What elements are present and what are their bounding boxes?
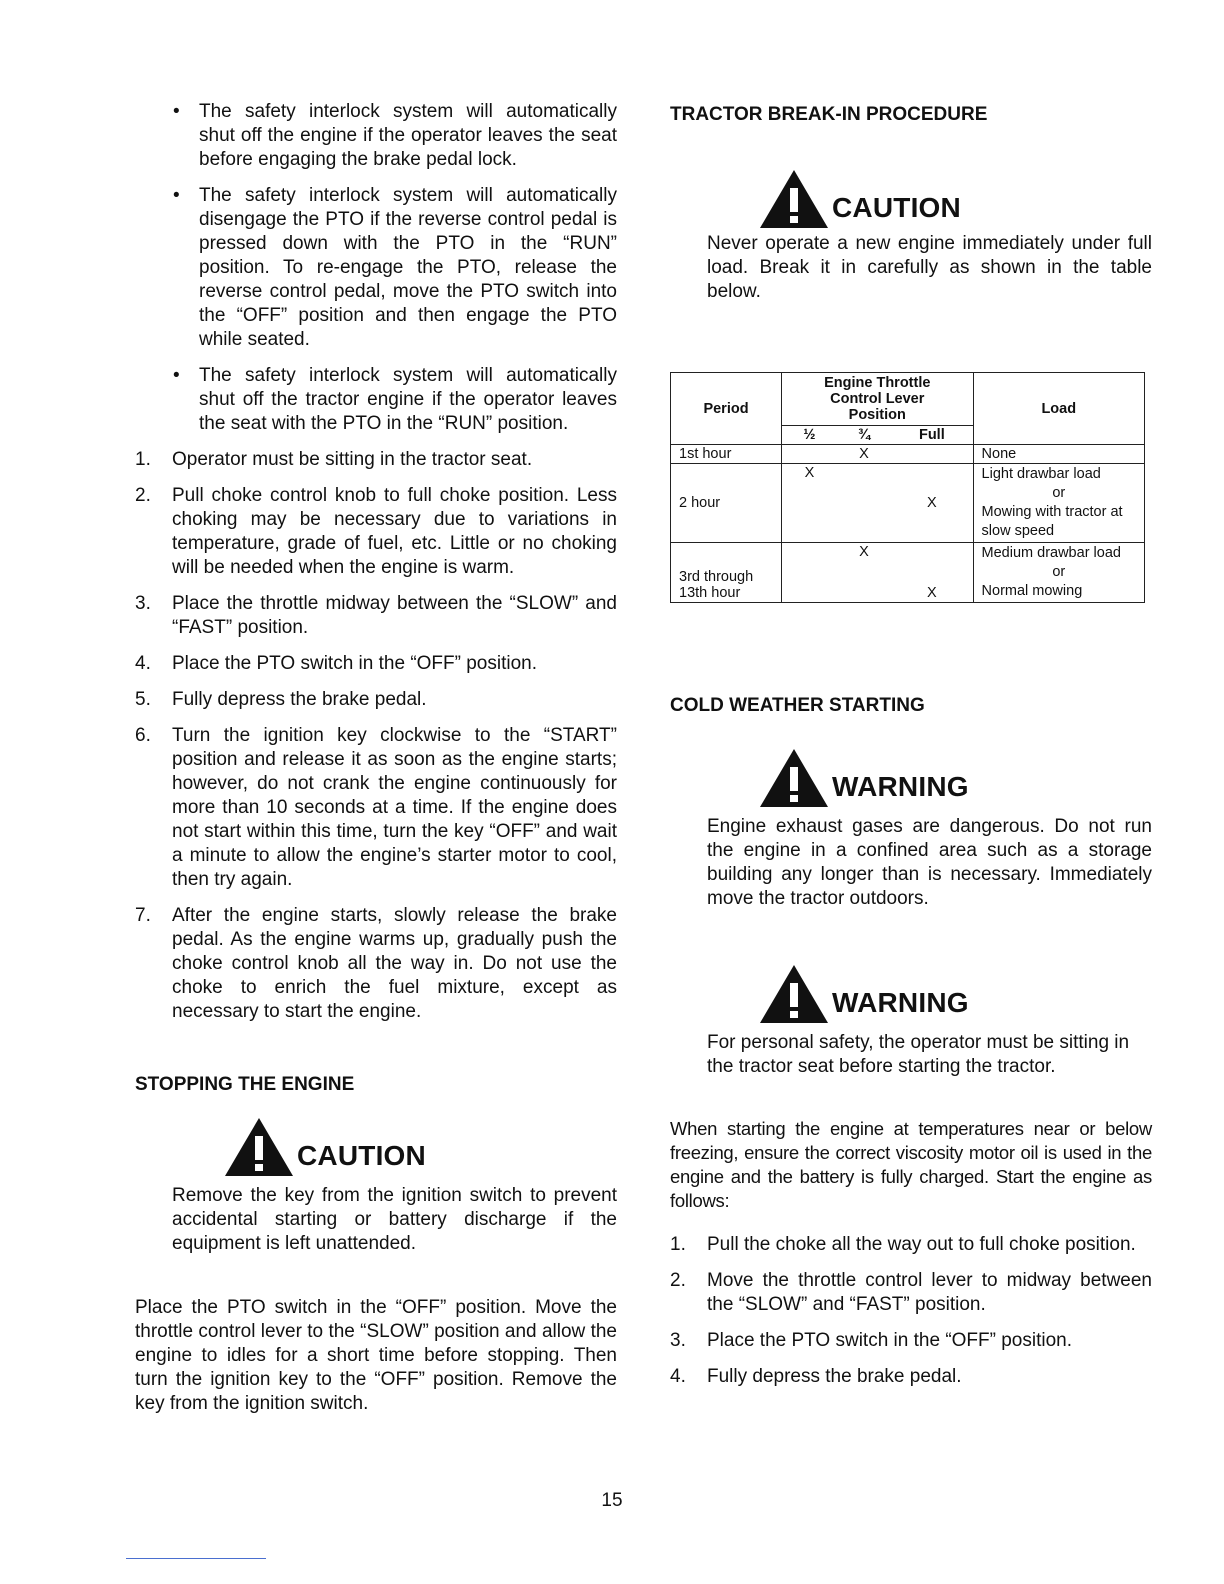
stopping-alert-text: Remove the key from the ignition switch to prevent accidental starting or battery discharge if the equipment is left unattended. — [172, 1185, 617, 1254]
left-column — [135, 100, 617, 1416]
right-column — [670, 100, 1152, 1401]
bullet-item: • The safety interlock system will automatically disengage the PTO if the reverse control pedal is pressed down with the PTO in the “RUN” position. To re-engage the PTO, release the reverse control pedal, move the PTO switch into the “OFF” position and then engage the PTO while seated. — [173, 184, 617, 352]
cold-steps — [670, 1233, 1152, 1389]
alert-word: WARNING — [832, 771, 969, 802]
step-item: 6. Turn the ignition key clockwise to the “START” position and release it as soon as the engine starts; however, do not crank the engine continuously for more than 10 seconds at a time. If the engine does not start within this time, turn the key “OFF” and wait a minute to allow the engine’s starter motor to cool, then try again. — [135, 725, 617, 890]
breakin-heading: TRACTOR BREAK-IN PROCEDURE — [670, 104, 988, 125]
cold-intro: When starting the engine at temperatures near or below freezing, ensure the correct viscosity motor oil is used in the engine and the battery is fully charged. Start the engine as follows: — [670, 1118, 1152, 1211]
cold-warning-1 — [758, 747, 1152, 809]
step-item: 3. Place the throttle midway between the “SLOW” and “FAST” position. — [135, 593, 617, 638]
interlock-bullets — [135, 100, 617, 436]
footnote-rule — [126, 1558, 266, 1559]
table-row: 2 hour X X Light drawbar load or Mowing with tractor at slow speed — [671, 464, 1145, 543]
step-item: 7. After the engine starts, slowly release the brake pedal. As the engine warms up, gradually push the choke control knob all the way in. Do not use the choke to enrich the fuel mixture, except as necessary to start the engine. — [135, 905, 617, 1022]
sub-three-quarter: ¾ — [837, 426, 891, 445]
cold-warning-1-text: Engine exhaust gases are dangerous. Do not run the engine in a confined area such as a storage building any longer than is necessary. Immediately move the tractor outdoors. — [707, 816, 1152, 909]
sub-half: ½ — [782, 426, 837, 445]
starting-steps — [135, 448, 617, 1024]
sub-full: Full — [891, 426, 973, 445]
bullet-item: • The safety interlock system will automatically shut off the tractor engine if the operator leaves the seat with the PTO in the “RUN” position. — [173, 364, 617, 436]
step-item: 4. Place the PTO switch in the “OFF” position. — [135, 653, 538, 674]
bullet-item: • The safety interlock system will automatically shut off the engine if the operator leaves the seat before engaging the brake pedal lock. — [173, 100, 617, 172]
col-period: Period — [671, 373, 782, 445]
step-item: 5. Fully depress the brake pedal. — [135, 689, 427, 710]
step-item: 4. Fully depress the brake pedal. — [670, 1366, 962, 1387]
breakin-table — [670, 372, 1145, 603]
step-item: 2. Pull choke control knob to full choke position. Less choking may be necessary due to variations in temperature, grade of fuel, etc. Little or no choking will be needed when the engine is warm. — [135, 485, 617, 578]
warning-triangle-icon — [223, 1116, 295, 1178]
stopping-body: Place the PTO switch in the “OFF” position. Move the throttle control lever to the “SLOW” position and allow the engine to idles for a short time before stopping. Then turn the ignition key to the “OFF” position. Remove the key from the ignition switch. — [135, 1297, 617, 1414]
step-item: 2. Move the throttle control lever to midway between the “SLOW” and “FAST” position. — [670, 1270, 1152, 1315]
stopping-heading: STOPPING THE ENGINE — [135, 1074, 355, 1095]
col-throttle: Engine Throttle Control Lever Position — [782, 373, 974, 426]
table-row: 3rd through 13th hour X X Medium drawbar load or Normal mowing — [671, 543, 1145, 603]
table-row: 1st hour X None — [671, 445, 1145, 464]
breakin-alert-text: Never operate a new engine immediately under full load. Break it in carefully as shown in the table below. — [707, 233, 1152, 302]
breakin-caution — [758, 168, 1152, 230]
warning-triangle-icon — [758, 963, 830, 1025]
step-item: 1. Operator must be sitting in the tractor seat. — [135, 449, 533, 470]
alert-word: CAUTION — [297, 1140, 426, 1171]
cold-warning-2-text: For personal safety, the operator must be sitting in the tractor seat before starting the tractor. — [707, 1032, 1130, 1077]
stopping-caution — [223, 1116, 617, 1178]
page-number: 15 — [601, 1490, 623, 1511]
step-item: 1. Pull the choke all the way out to full choke position. — [670, 1234, 1136, 1255]
col-load: Load — [973, 373, 1144, 445]
cold-warning-2 — [758, 963, 1152, 1025]
warning-triangle-icon — [758, 168, 830, 230]
alert-word: WARNING — [832, 987, 969, 1018]
warning-triangle-icon — [758, 747, 830, 809]
alert-word: CAUTION — [832, 192, 961, 223]
step-item: 3. Place the PTO switch in the “OFF” position. — [670, 1330, 1073, 1351]
cold-heading: COLD WEATHER STARTING — [670, 695, 925, 716]
